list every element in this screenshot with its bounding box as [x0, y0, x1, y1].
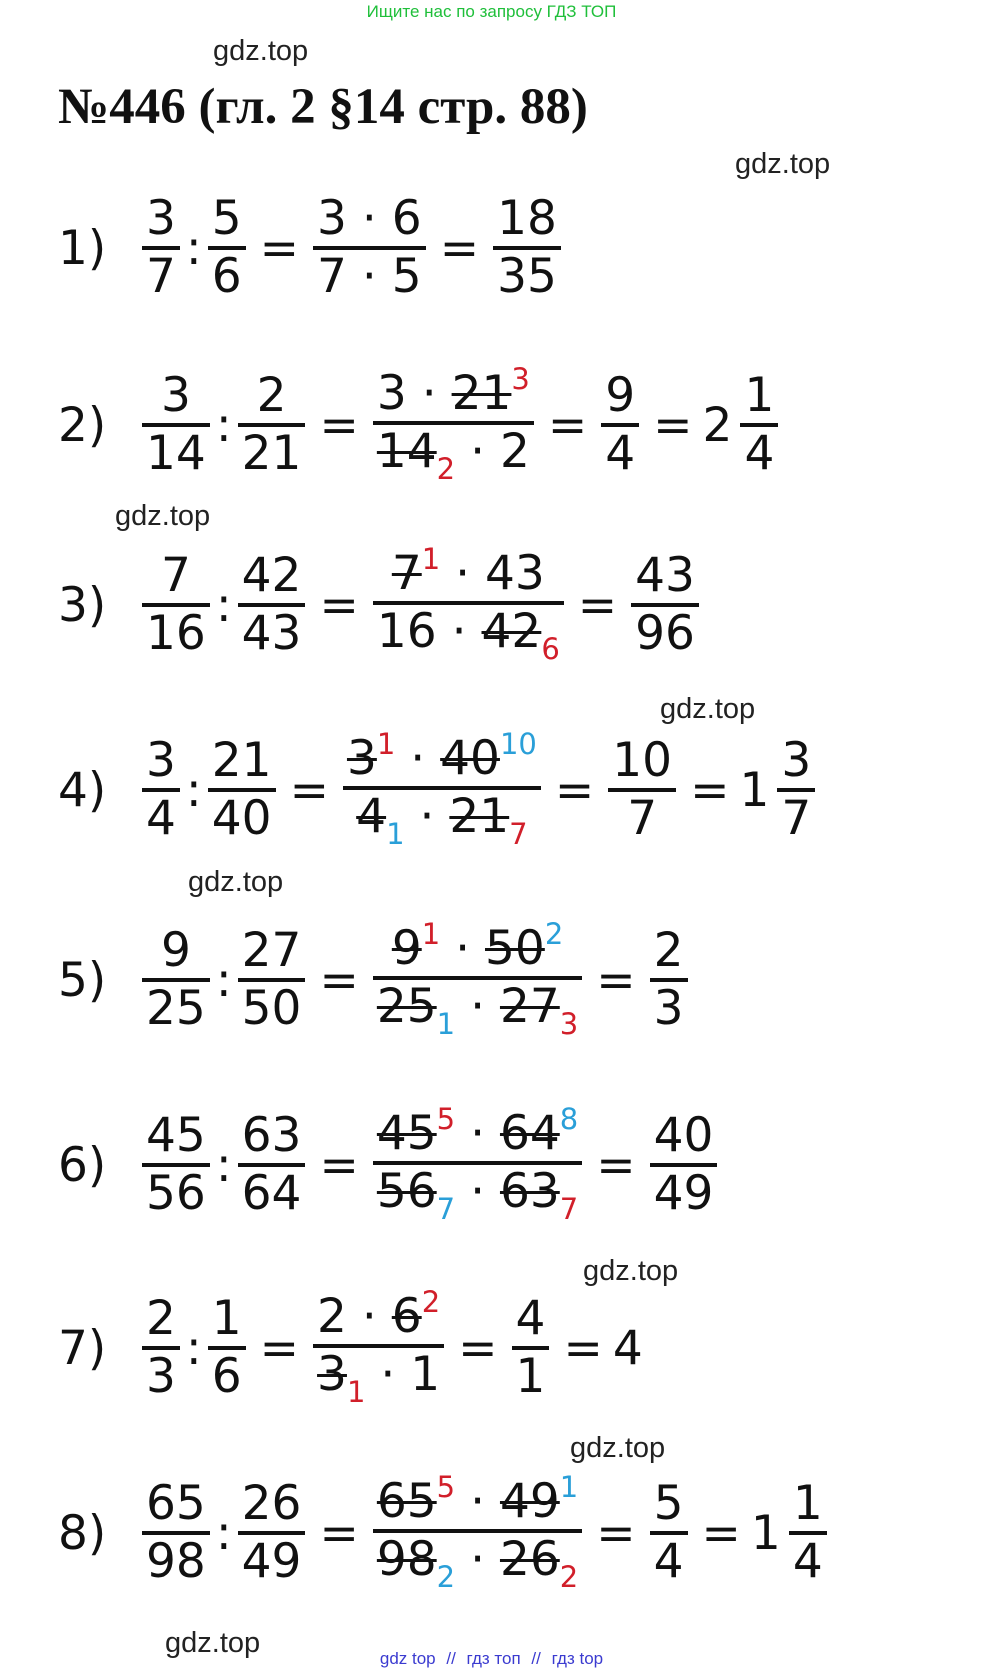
fraction [142, 734, 180, 846]
footer-link[interactable]: gdz top [379, 1649, 436, 1668]
fraction [373, 363, 534, 486]
division-sign: : [185, 1320, 202, 1376]
denominator: 35 [497, 249, 557, 304]
equals-sign: = [439, 220, 480, 276]
numerator: $7^1 \cdot 43$ [391, 542, 545, 602]
equals-sign: = [701, 1505, 741, 1561]
equals-sign: = [259, 220, 300, 276]
equals-sign: = [289, 762, 329, 818]
watermark: gdz.top [188, 866, 284, 898]
item-number: 6) [58, 1137, 107, 1193]
item-number: 1) [58, 220, 107, 276]
item-number: 5) [58, 952, 107, 1008]
numerator: 1 [792, 1475, 823, 1531]
numerator: 1 [744, 367, 775, 423]
denominator: 4 [792, 1534, 823, 1589]
denominator: 14 [146, 426, 206, 481]
denominator: 49 [241, 1534, 302, 1589]
fraction [601, 369, 639, 481]
equation-7 [58, 1263, 647, 1433]
denominator: 7 [781, 791, 812, 846]
numerator: 7 [160, 547, 191, 603]
equals-sign: = [554, 762, 595, 818]
mixed-whole: 1 [739, 762, 770, 818]
denominator: 21 [241, 426, 302, 481]
denominator: 1 [515, 1349, 546, 1404]
result-fraction [740, 369, 778, 481]
equation-4 [58, 705, 819, 875]
item-number: 4) [58, 762, 107, 818]
equals-sign: = [690, 762, 730, 818]
denominator: 96 [635, 606, 695, 661]
equals-sign: = [319, 397, 359, 453]
equals-sign: = [563, 1320, 603, 1376]
mixed-whole: 2 [702, 397, 733, 453]
numerator: $2 \cdot 6^2$ [317, 1285, 441, 1345]
item-number: 7) [58, 1320, 107, 1376]
equals-sign: = [319, 1137, 359, 1193]
watermark: gdz.top [583, 1255, 679, 1287]
equals-sign: = [319, 952, 359, 1008]
fraction [238, 369, 306, 481]
fraction [238, 924, 306, 1036]
result-fraction [493, 192, 561, 304]
fraction [313, 192, 426, 304]
fraction [208, 734, 276, 846]
fraction [343, 728, 541, 851]
numerator: 9 [605, 367, 636, 423]
watermark: gdz.top [660, 693, 756, 725]
numerator: 2 [256, 367, 287, 423]
numerator: 3 [146, 732, 176, 788]
numerator: 21 [211, 732, 272, 788]
division-sign: : [215, 1137, 232, 1193]
footer-separator: // [446, 1649, 456, 1668]
numerator: $3^1 \cdot 40^{10}$ [346, 727, 537, 787]
numerator: 43 [635, 547, 695, 603]
equals-sign: = [259, 1320, 300, 1376]
footer-links [0, 1649, 983, 1669]
denominator: 4 [146, 791, 176, 846]
equals-sign: = [577, 577, 618, 633]
denominator: 7 [627, 791, 658, 846]
equals-sign: = [319, 577, 359, 633]
fraction [142, 549, 210, 661]
result-fraction [631, 549, 699, 661]
fraction [373, 918, 582, 1041]
denominator: 6 [211, 1349, 242, 1404]
denominator: 43 [241, 606, 302, 661]
numerator: 18 [497, 190, 557, 246]
fraction [208, 192, 246, 304]
denominator: $4_1 \cdot 21_7$ [356, 789, 528, 852]
numerator: $3 \cdot 21^3$ [376, 362, 530, 422]
equals-sign: = [319, 1505, 359, 1561]
fraction [650, 1477, 688, 1589]
division-sign: : [215, 952, 232, 1008]
mixed-whole: 1 [750, 1505, 781, 1561]
result-fraction [650, 1109, 718, 1221]
result-value: 4 [612, 1320, 643, 1376]
footer-link[interactable]: гдз top [551, 1649, 604, 1668]
search-banner[interactable]: Ищите нас по запросу ГДЗ ТОП [366, 2, 617, 21]
fraction [142, 1477, 210, 1589]
equals-sign: = [596, 1505, 636, 1561]
fraction [142, 369, 210, 481]
denominator: 3 [653, 981, 684, 1036]
numerator: 3 [160, 367, 191, 423]
equals-sign: = [653, 397, 693, 453]
numerator: 2 [146, 1290, 176, 1346]
denominator: $56_7 \cdot 63_7$ [376, 1164, 579, 1227]
item-number: 8) [58, 1505, 107, 1561]
equation-3 [58, 520, 703, 690]
division-sign: : [185, 762, 202, 818]
numerator: 26 [241, 1475, 302, 1531]
denominator: 6 [211, 249, 242, 304]
fraction [142, 1109, 210, 1221]
fraction [373, 543, 564, 666]
fraction [142, 924, 210, 1036]
denominator: 3 [146, 1349, 176, 1404]
item-number: 2) [58, 397, 107, 453]
numerator: $45^5 \cdot 64^8$ [376, 1102, 579, 1162]
numerator: 3 [781, 732, 812, 788]
fraction [238, 549, 306, 661]
result-fraction [650, 924, 688, 1036]
denominator: 50 [241, 981, 302, 1036]
fraction [512, 1292, 550, 1404]
watermark: gdz.top [735, 148, 831, 180]
denominator: $98_2 \cdot 26_2$ [376, 1532, 579, 1595]
footer-separator: // [531, 1649, 541, 1668]
item-number: 3) [58, 577, 107, 633]
denominator: $16 \cdot 42_6$ [376, 604, 560, 667]
denominator: $25_1 \cdot 27_3$ [376, 979, 579, 1042]
denominator: 16 [146, 606, 206, 661]
numerator: 5 [653, 1475, 684, 1531]
denominator: 4 [605, 426, 636, 481]
division-sign: : [215, 577, 232, 633]
fraction [373, 1103, 582, 1226]
equation-1 [58, 163, 565, 333]
denominator: 64 [241, 1166, 302, 1221]
denominator: 7 · 5 [317, 249, 422, 304]
watermark: gdz.top [213, 35, 309, 67]
fraction [238, 1109, 306, 1221]
numerator: 5 [211, 190, 242, 246]
watermark: gdz.top [165, 1627, 261, 1659]
equation-8 [58, 1448, 831, 1618]
numerator: 42 [241, 547, 302, 603]
numerator: 4 [515, 1290, 546, 1346]
denominator: $3_1 \cdot 1$ [317, 1347, 441, 1410]
numerator: 65 [146, 1475, 206, 1531]
numerator: 2 [653, 922, 684, 978]
fraction [313, 1286, 444, 1409]
fraction [208, 1292, 246, 1404]
denominator: 40 [211, 791, 272, 846]
division-sign: : [185, 220, 202, 276]
fraction [238, 1477, 306, 1589]
numerator: 40 [653, 1107, 714, 1163]
denominator: 4 [653, 1534, 684, 1589]
footer-link[interactable]: гдз топ [466, 1649, 521, 1668]
page-title: №446 (гл. 2 §14 стр. 88) [58, 79, 588, 135]
numerator: 45 [146, 1107, 206, 1163]
denominator: 98 [146, 1534, 206, 1589]
fraction [373, 1471, 582, 1594]
division-sign: : [215, 1505, 232, 1561]
result-fraction [777, 734, 815, 846]
denominator: 56 [146, 1166, 206, 1221]
equals-sign: = [596, 1137, 636, 1193]
watermark: gdz.top [570, 1432, 666, 1464]
numerator: 9 [160, 922, 191, 978]
watermark: gdz.top [115, 500, 211, 532]
denominator: 7 [146, 249, 176, 304]
equation-6 [58, 1080, 721, 1250]
equation-2 [58, 340, 782, 510]
numerator: 10 [612, 732, 673, 788]
numerator: $9^1 \cdot 50^2$ [391, 917, 564, 977]
denominator: 49 [653, 1166, 714, 1221]
fraction [142, 192, 180, 304]
equals-sign: = [547, 397, 588, 453]
fraction [608, 734, 676, 846]
equals-sign: = [596, 952, 636, 1008]
numerator: 27 [241, 922, 302, 978]
denominator: 4 [744, 426, 775, 481]
denominator: 25 [146, 981, 206, 1036]
numerator: 63 [241, 1107, 302, 1163]
denominator: $14_2 \cdot 2$ [376, 424, 530, 487]
equals-sign: = [458, 1320, 498, 1376]
numerator: 3 [146, 190, 176, 246]
numerator: $65^5 \cdot 49^1$ [376, 1470, 579, 1530]
numerator: 1 [211, 1290, 242, 1346]
equation-5 [58, 895, 692, 1065]
division-sign: : [215, 397, 232, 453]
result-fraction [789, 1477, 827, 1589]
fraction [142, 1292, 180, 1404]
numerator: 3 · 6 [317, 190, 422, 246]
